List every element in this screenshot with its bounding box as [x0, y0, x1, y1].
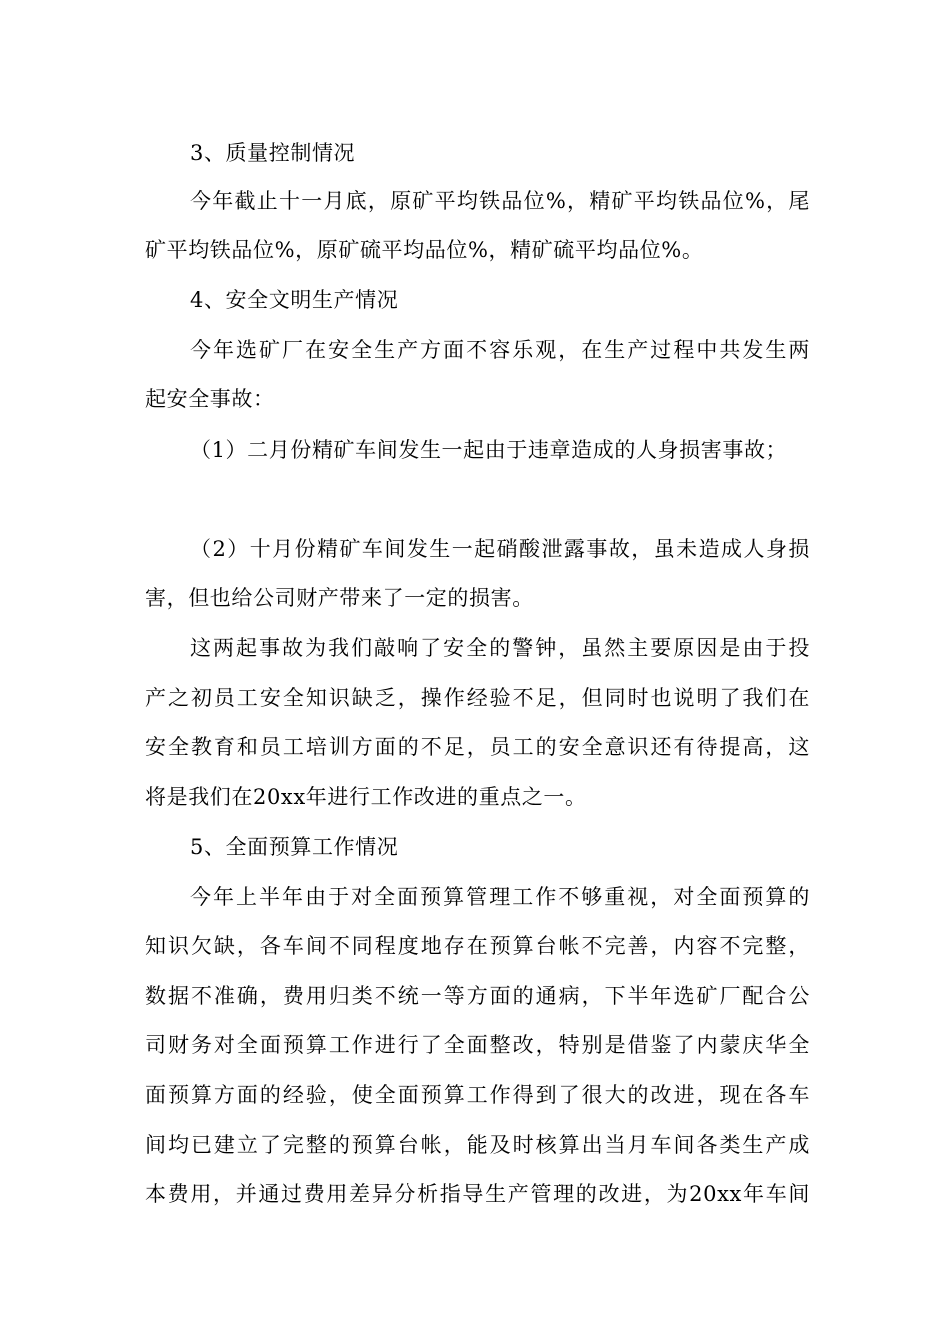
paragraph-line: 害，但也给公司财产带来了一定的损害。 [145, 586, 534, 610]
paragraph-line: 本费用，并通过费用差异分析指导生产管理的改进，为20xx年车间 [145, 1182, 810, 1206]
paragraph-line: 间均已建立了完整的预算台帐，能及时核算出当月车间各类生产成 [145, 1133, 810, 1157]
list-item-accident-1: （1）二月份精矿车间发生一起由于违章造成的人身损害事故； [190, 438, 788, 462]
paragraph-line: 安全教育和员工培训方面的不足，员工的安全意识还有待提高，这 [145, 735, 810, 759]
heading-budget-work: 5、全面预算工作情况 [190, 835, 399, 859]
paragraph-line: 将是我们在20xx年进行工作改进的重点之一。 [145, 785, 587, 809]
paragraph-line: 数据不准确，费用归类不统一等方面的通病，下半年选矿厂配合公 [145, 984, 810, 1008]
paragraph-line: 起安全事故： [145, 387, 275, 411]
paragraph-line: 矿平均铁品位%，原矿硫平均品位%，精矿硫平均品位%。 [145, 238, 704, 262]
paragraph-line: 这两起事故为我们敲响了安全的警钟，虽然主要原因是由于投 [190, 636, 810, 660]
paragraph-line: 司财务对全面预算工作进行了全面整改，特别是借鉴了内蒙庆华全 [145, 1033, 810, 1057]
paragraph-line: 知识欠缺，各车间不同程度地存在预算台帐不完善，内容不完整， [145, 934, 810, 958]
heading-safety-production: 4、安全文明生产情况 [190, 288, 399, 312]
heading-quality-control: 3、质量控制情况 [190, 141, 356, 165]
paragraph-line: 产之初员工安全知识缺乏，操作经验不足，但同时也说明了我们在 [145, 686, 810, 710]
paragraph-line: 今年截止十一月底，原矿平均铁品位%，精矿平均铁品位%，尾 [190, 189, 810, 213]
paragraph-line: 今年选矿厂在安全生产方面不容乐观，在生产过程中共发生两 [190, 338, 810, 362]
paragraph-line: 面预算方面的经验，使全面预算工作得到了很大的改进，现在各车 [145, 1083, 810, 1107]
list-item-accident-2: （2）十月份精矿车间发生一起硝酸泄露事故，虽未造成人身损 [190, 537, 810, 561]
paragraph-line: 今年上半年由于对全面预算管理工作不够重视，对全面预算的 [190, 885, 810, 909]
